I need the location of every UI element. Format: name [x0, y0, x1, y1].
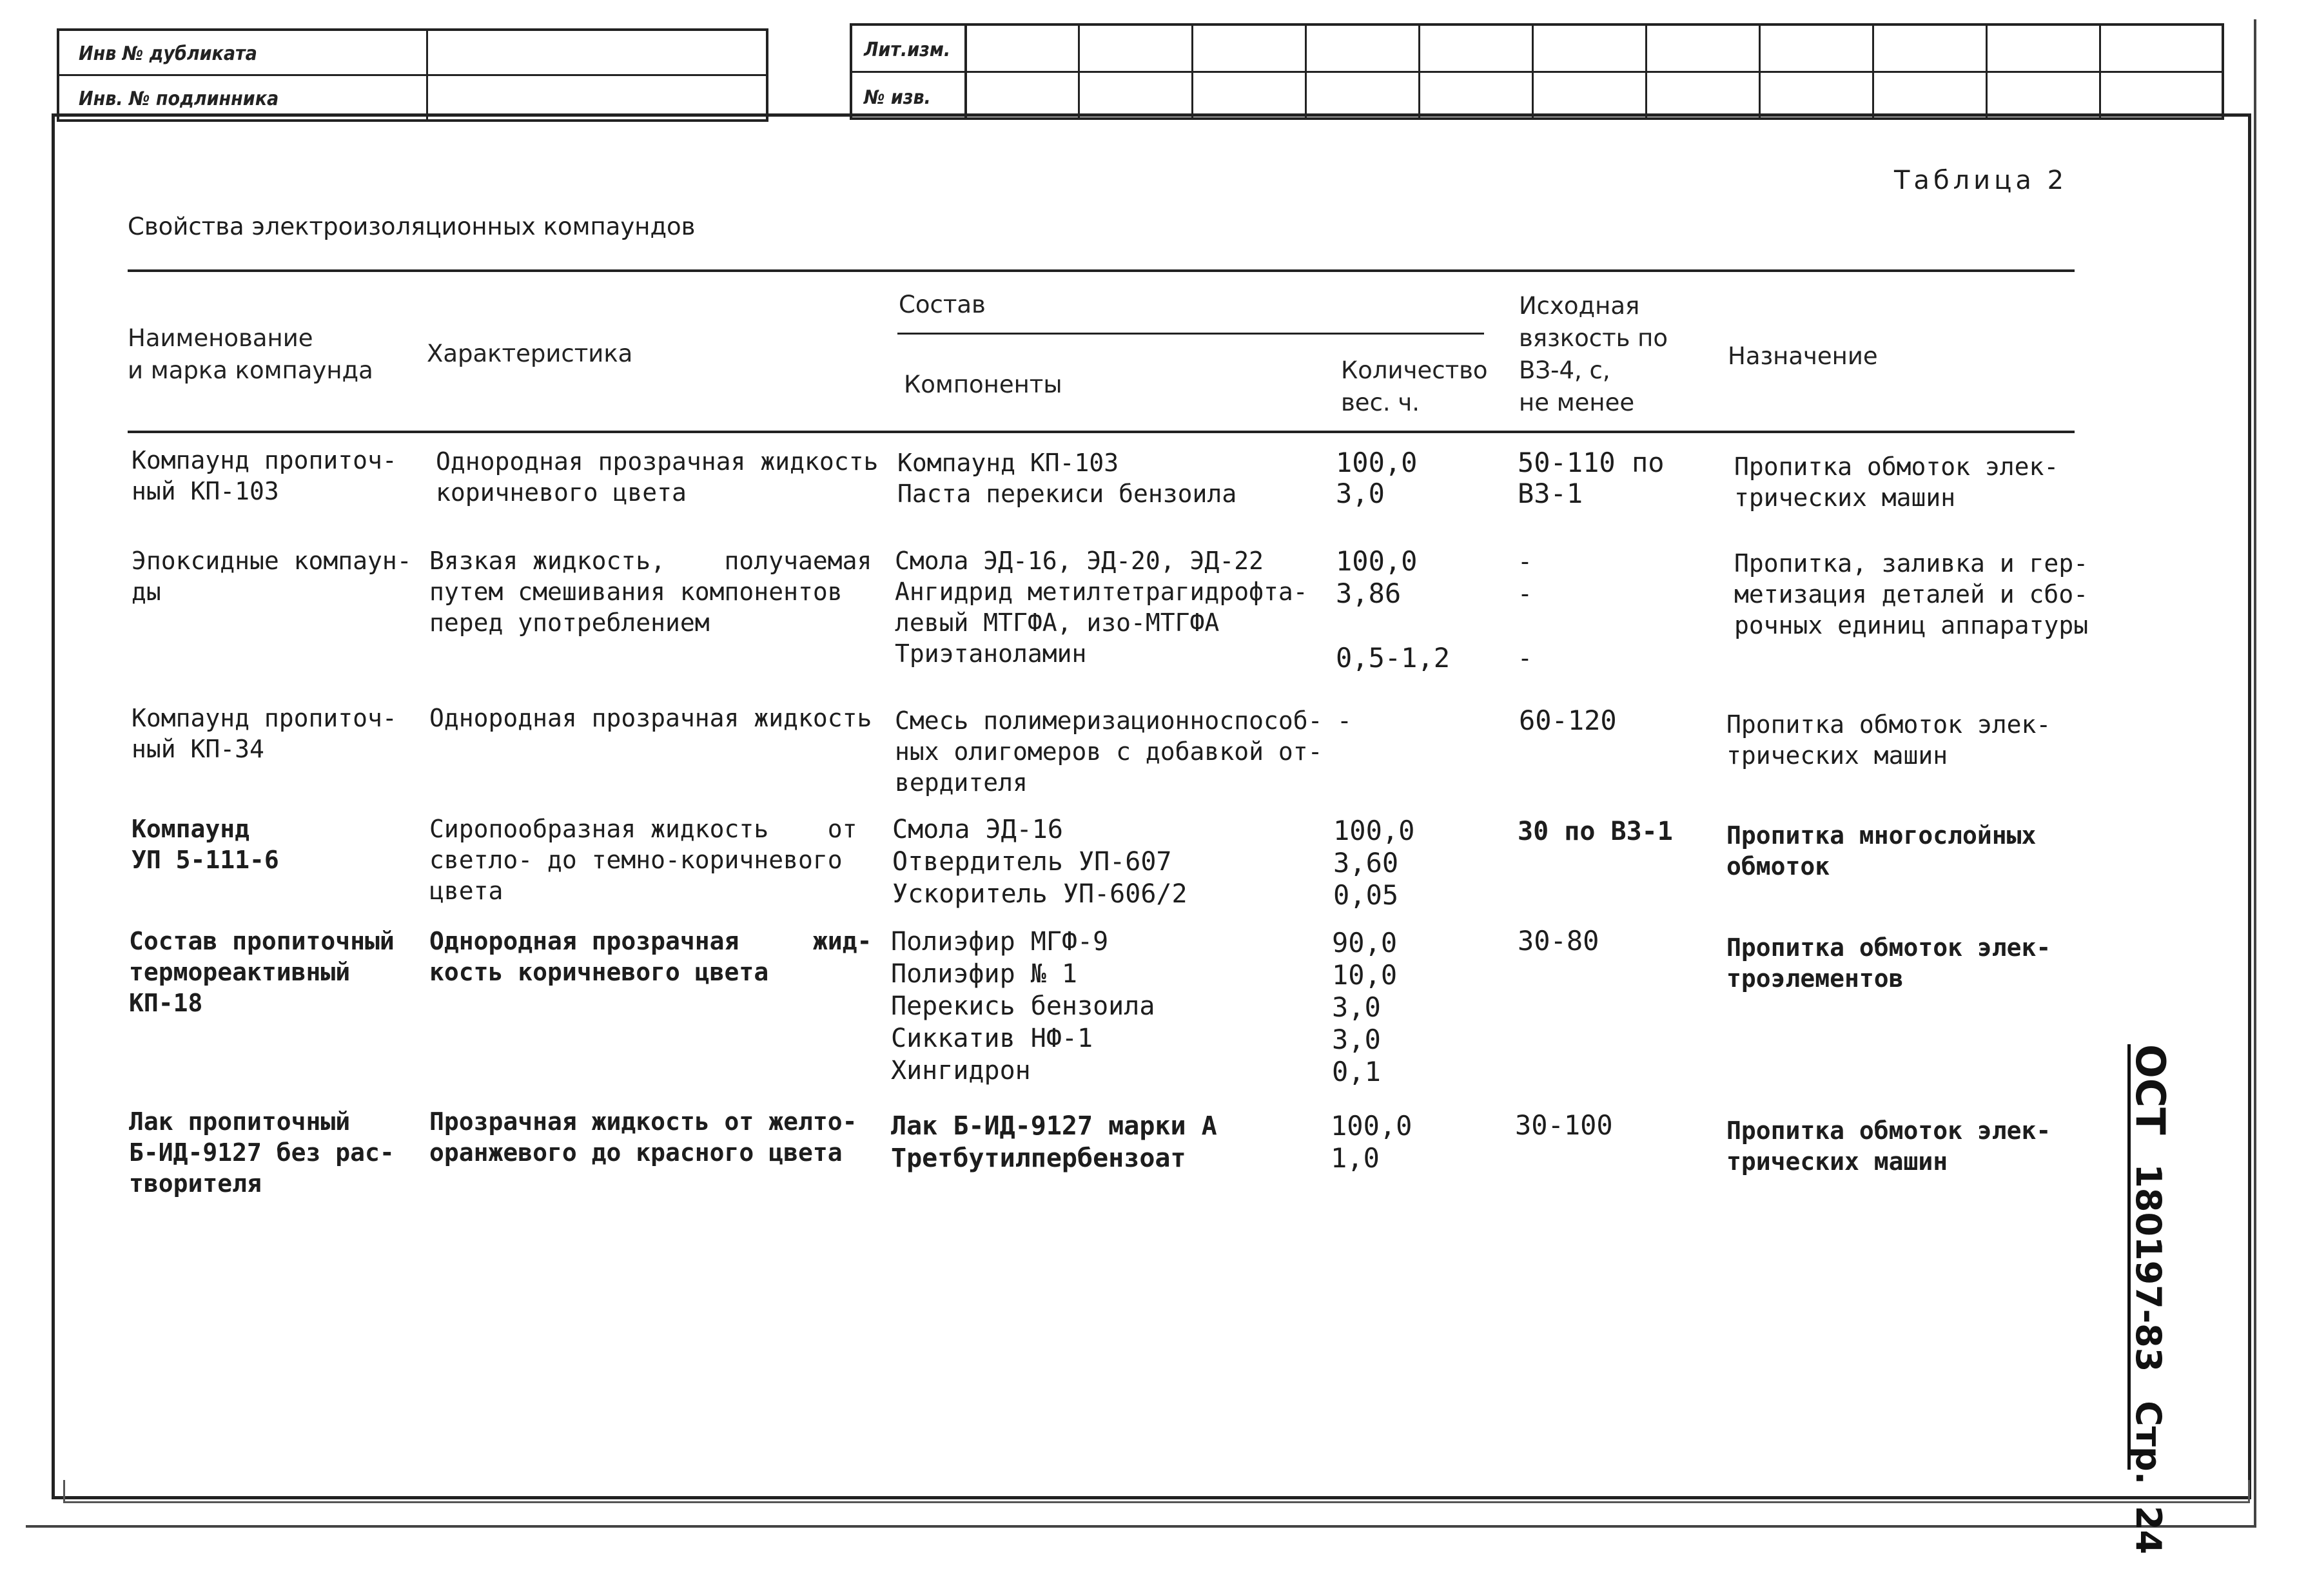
side-number: 180197-83	[2128, 1163, 2169, 1372]
row2-characteristic: Вязкая жидкость, получаемая путем смешивания компонентов перед употреблением	[429, 547, 872, 637]
row4-purpose: Пропитка многослойных обмоток	[1726, 821, 2037, 881]
header-bottom-rule	[128, 431, 2075, 433]
row4-quantity: 100,0 3,60 0,05	[1333, 815, 1415, 911]
header-purpose: Назначение	[1728, 342, 1878, 370]
row6-characteristic: Прозрачная жидкость от желто- оранжевого до красного цвета	[429, 1107, 857, 1167]
row1-viscosity: 50-110 по ВЗ-1	[1518, 447, 1665, 509]
row1-purpose: Пропитка обмоток элек- трических машин	[1734, 453, 2059, 512]
page-frame	[52, 113, 2251, 1499]
stamp-right-grid	[850, 23, 2224, 120]
row6-name: Лак пропиточный Б-ИД-9127 без рас- творителя	[129, 1107, 395, 1198]
row4-components: Смола ЭД-16 Отвердитель УП-607 Ускоритель УП-606/2	[892, 815, 1188, 909]
row6-components: Лак Б-ИД-9127 марки А Третбутилпербензоат	[891, 1111, 1217, 1173]
row1-characteristic: Однородная прозрачная жидкость коричневого цвета	[436, 447, 879, 507]
row6-quantity: 100,0 1,0	[1331, 1110, 1412, 1174]
stamp-right-row2-label: № изв.	[864, 86, 931, 109]
stamp-left-row1-label: Инв № дубликата	[79, 43, 257, 65]
table-title: Свойства электроизоляционных компаундов	[128, 213, 696, 240]
outer-bottom-line	[26, 1525, 2256, 1528]
side-page: 24	[2128, 1506, 2169, 1555]
row5-viscosity: 30-80	[1518, 925, 1599, 957]
row5-quantity: 90,0 10,0 3,0 3,0 0,1	[1332, 927, 1398, 1087]
row4-characteristic: Сиропообразная жидкость от светло- до темно-коричневого цвета	[429, 815, 857, 905]
header-viscosity: Исходная вязкость по ВЗ-4, с, не менее	[1519, 292, 1668, 416]
row2-name: Эпоксидные компаун- ды	[132, 547, 412, 606]
header-composition: Состав	[899, 291, 986, 318]
row1-quantity: 100,0 3,0	[1336, 447, 1418, 509]
header-components: Компоненты	[904, 371, 1062, 398]
row1-name: Компаунд пропиточ- ный КП-103	[132, 446, 397, 505]
row2-purpose: Пропитка, заливка и гер- метизация деталей и сбо- рочных единиц аппаратуры	[1734, 549, 2089, 639]
table-number: Таблица 2	[1894, 166, 2068, 195]
stamp-left-row2-label: Инв. № подлинника	[79, 88, 279, 110]
row5-purpose: Пропитка обмоток элек- троэлементов	[1726, 933, 2051, 993]
row5-name: Состав пропиточный термореактивный КП-18	[129, 927, 395, 1017]
row2-quantity: 100,0 3,86 0,5-1,2	[1336, 545, 1451, 674]
stamp-left	[57, 28, 768, 122]
row2-components: Смола ЭД-16, ЭД-20, ЭД-22 Ангидрид метилтетрагидрофта- левый МТГФА, изо-МТГФА Триэтаноламин	[895, 547, 1308, 668]
side-standard: ОСТ	[2127, 1044, 2174, 1135]
side-stamp	[2127, 1044, 2174, 1554]
stamp-left-value-cell-1	[428, 31, 768, 76]
row4-viscosity: 30 по ВЗ-1	[1518, 817, 1673, 846]
side-page-label: Стр.	[2128, 1401, 2169, 1485]
row5-characteristic: Однородная прозрачная жид- кость коричневого цвета	[429, 927, 872, 986]
row6-purpose: Пропитка обмоток элек- трических машин	[1726, 1116, 2051, 1176]
row5-components: Полиэфир МГФ-9 Полиэфир № 1 Перекись бензоила Сиккатив НФ-1 Хингидрон	[891, 927, 1155, 1085]
page-frame-inner	[63, 1480, 2250, 1503]
row3-purpose: Пропитка обмоток элек- трических машин	[1726, 710, 2051, 770]
row3-characteristic: Однородная прозрачная жидкость	[429, 704, 872, 732]
composition-sub-rule	[897, 333, 1484, 335]
outer-right-line	[2254, 19, 2256, 1528]
header-characteristic: Характеристика	[427, 340, 633, 367]
row3-quantity: -	[1337, 706, 1352, 735]
row4-name: Компаунд УП 5-111-6	[132, 815, 279, 874]
row3-viscosity: 60-120	[1519, 705, 1617, 736]
header-name: Наименование и марка компаунда	[128, 324, 373, 384]
row1-components: Компаунд КП-103 Паста перекиси бензоила	[897, 449, 1237, 508]
row3-components: Смесь полимеризационноспособ- ных олигомеров с добавкой от- вердителя	[895, 706, 1323, 797]
table-top-rule	[128, 269, 2075, 272]
row3-name: Компаунд пропиточ- ный КП-34	[132, 704, 397, 763]
row6-viscosity: 30-100	[1515, 1109, 1613, 1141]
row2-viscosity: - - -	[1518, 547, 1532, 672]
stamp-right-row1-label: Лит.изм.	[864, 39, 951, 61]
header-quantity: Количество вес. ч.	[1341, 356, 1488, 416]
